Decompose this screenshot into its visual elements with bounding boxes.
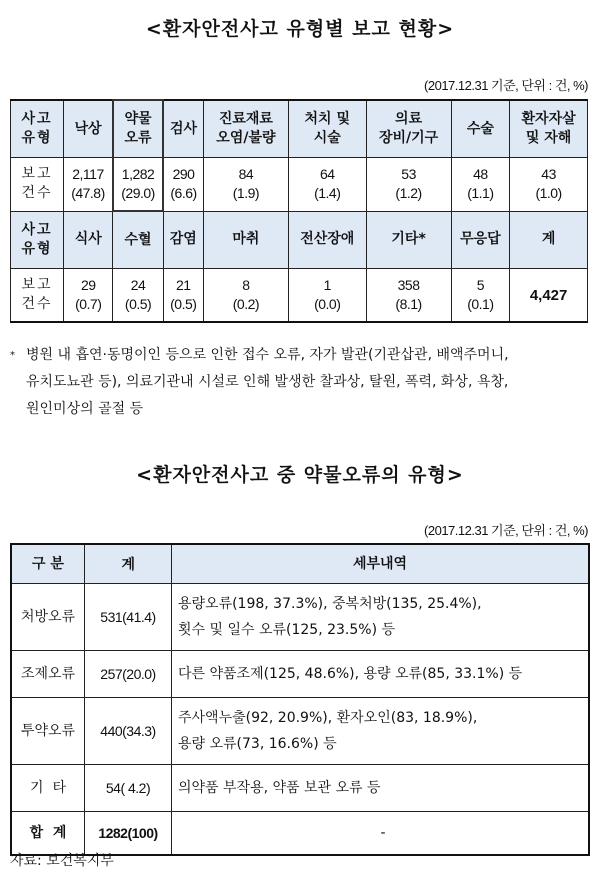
header-cell: 마취 — [203, 211, 288, 269]
table-row — [11, 584, 589, 651]
row-label-count: 보고 건수 — [11, 158, 64, 212]
category-cell: 처방오류 — [11, 584, 85, 651]
table-header-row — [11, 100, 588, 158]
header-cell: 낙상 — [64, 100, 113, 158]
footnote — [10, 342, 590, 423]
detail-cell: 다른 약품조제(125, 48.6%), 용량 오류(85, 33.1%) 등 — [172, 651, 590, 698]
footnote-marker: * — [10, 350, 15, 361]
header-cell: 처치 및 시술 — [288, 100, 366, 158]
header-cell: 무응답 — [451, 211, 510, 269]
detail-cell: 의약품 부작용, 약품 보관 오류 등 — [172, 765, 590, 812]
value-cell: 2,117 (47.8) — [64, 158, 113, 212]
source-note: 자료: 보건복지부 — [10, 853, 114, 869]
total-cell: 531(41.4) — [85, 584, 172, 651]
value-cell-highlighted: 1,282 (29.0) — [113, 158, 163, 212]
table-row — [11, 158, 588, 212]
value-cell: 5 (0.1) — [451, 269, 510, 323]
table1-unit-note: (2017.12.31 기준, 단위 : 건, %) — [424, 78, 588, 93]
footnote-line: 원인미상의 골절 등 — [26, 401, 144, 417]
value-cell: 21 (0.5) — [163, 269, 203, 323]
header-cell: 환자자살 및 자해 — [510, 100, 588, 158]
total-cell: 257(20.0) — [85, 651, 172, 698]
table-header-row — [11, 211, 588, 269]
header-detail: 세부내역 — [172, 544, 590, 584]
value-cell: 64 (1.4) — [288, 158, 366, 212]
table-header-row — [11, 544, 589, 584]
header-cell: 감염 — [163, 211, 203, 269]
table2-unit-note: (2017.12.31 기준, 단위 : 건, %) — [424, 523, 588, 538]
row-label-type: 사고 유형 — [11, 211, 64, 269]
detail-cell: 주사액누출(92, 20.9%), 환자오인(83, 18.9%), 용량 오류(73, 16.6%) 등 — [172, 698, 590, 765]
total-cell: 440(34.3) — [85, 698, 172, 765]
category-cell: 조제오류 — [11, 651, 85, 698]
table-row — [11, 269, 588, 323]
header-cell: 수술 — [451, 100, 510, 158]
table-row — [11, 698, 589, 765]
value-cell: 8 (0.2) — [203, 269, 288, 323]
category-cell: 투약오류 — [11, 698, 85, 765]
header-cell: 수혈 — [113, 211, 163, 269]
footnote-line: 병원 내 흡연·동명이인 등으로 인한 접수 오류, 자가 발관(기관삽관, 배액주머니, — [26, 347, 509, 363]
footnote-line: 유치도뇨관 등), 의료기관내 시설로 인해 발생한 찰과상, 탈원, 폭력, 화상, 욕창, — [26, 374, 509, 390]
sum-total: 1282(100) — [85, 812, 172, 856]
header-cell: 전산장애 — [288, 211, 366, 269]
sum-detail: - — [172, 812, 590, 856]
value-cell: 1 (0.0) — [288, 269, 366, 323]
sum-row — [11, 812, 589, 856]
header-cell-highlighted: 약물 오류 — [113, 100, 163, 158]
table-row — [11, 765, 589, 812]
value-cell: 84 (1.9) — [203, 158, 288, 212]
header-cell: 의료 장비/기구 — [366, 100, 451, 158]
value-cell: 290 (6.6) — [163, 158, 203, 212]
medication-error-table — [10, 543, 590, 856]
header-cell: 식사 — [64, 211, 113, 269]
value-cell: 53 (1.2) — [366, 158, 451, 212]
header-cell: 진료재료 오염/불량 — [203, 100, 288, 158]
value-cell: 48 (1.1) — [451, 158, 510, 212]
table1-title: <환자안전사고 유형별 보고 현황> — [145, 18, 455, 40]
value-cell: 358 (8.1) — [366, 269, 451, 323]
value-cell: 29 (0.7) — [64, 269, 113, 323]
header-total: 계 — [85, 544, 172, 584]
header-cell-total: 계 — [510, 211, 588, 269]
header-cell: 기타* — [366, 211, 451, 269]
header-cell: 검사 — [163, 100, 203, 158]
header-category: 구 분 — [11, 544, 85, 584]
detail-cell: 용량오류(198, 37.3%), 중복처방(135, 25.4%), 횟수 및 일수 오류(125, 23.5%) 등 — [172, 584, 590, 651]
row-label-count: 보고 건수 — [11, 269, 64, 323]
table2-title: <환자안전사고 중 약물오류의 유형> — [136, 464, 464, 486]
category-cell: 기 타 — [11, 765, 85, 812]
row-label-type: 사고 유형 — [11, 100, 64, 158]
total-cell: 54( 4.2) — [85, 765, 172, 812]
value-cell: 43 (1.0) — [510, 158, 588, 212]
incident-type-table — [10, 99, 588, 323]
total-value-cell: 4,427 — [510, 269, 588, 323]
table-row — [11, 651, 589, 698]
value-cell: 24 (0.5) — [113, 269, 163, 323]
sum-label: 합 계 — [11, 812, 85, 856]
